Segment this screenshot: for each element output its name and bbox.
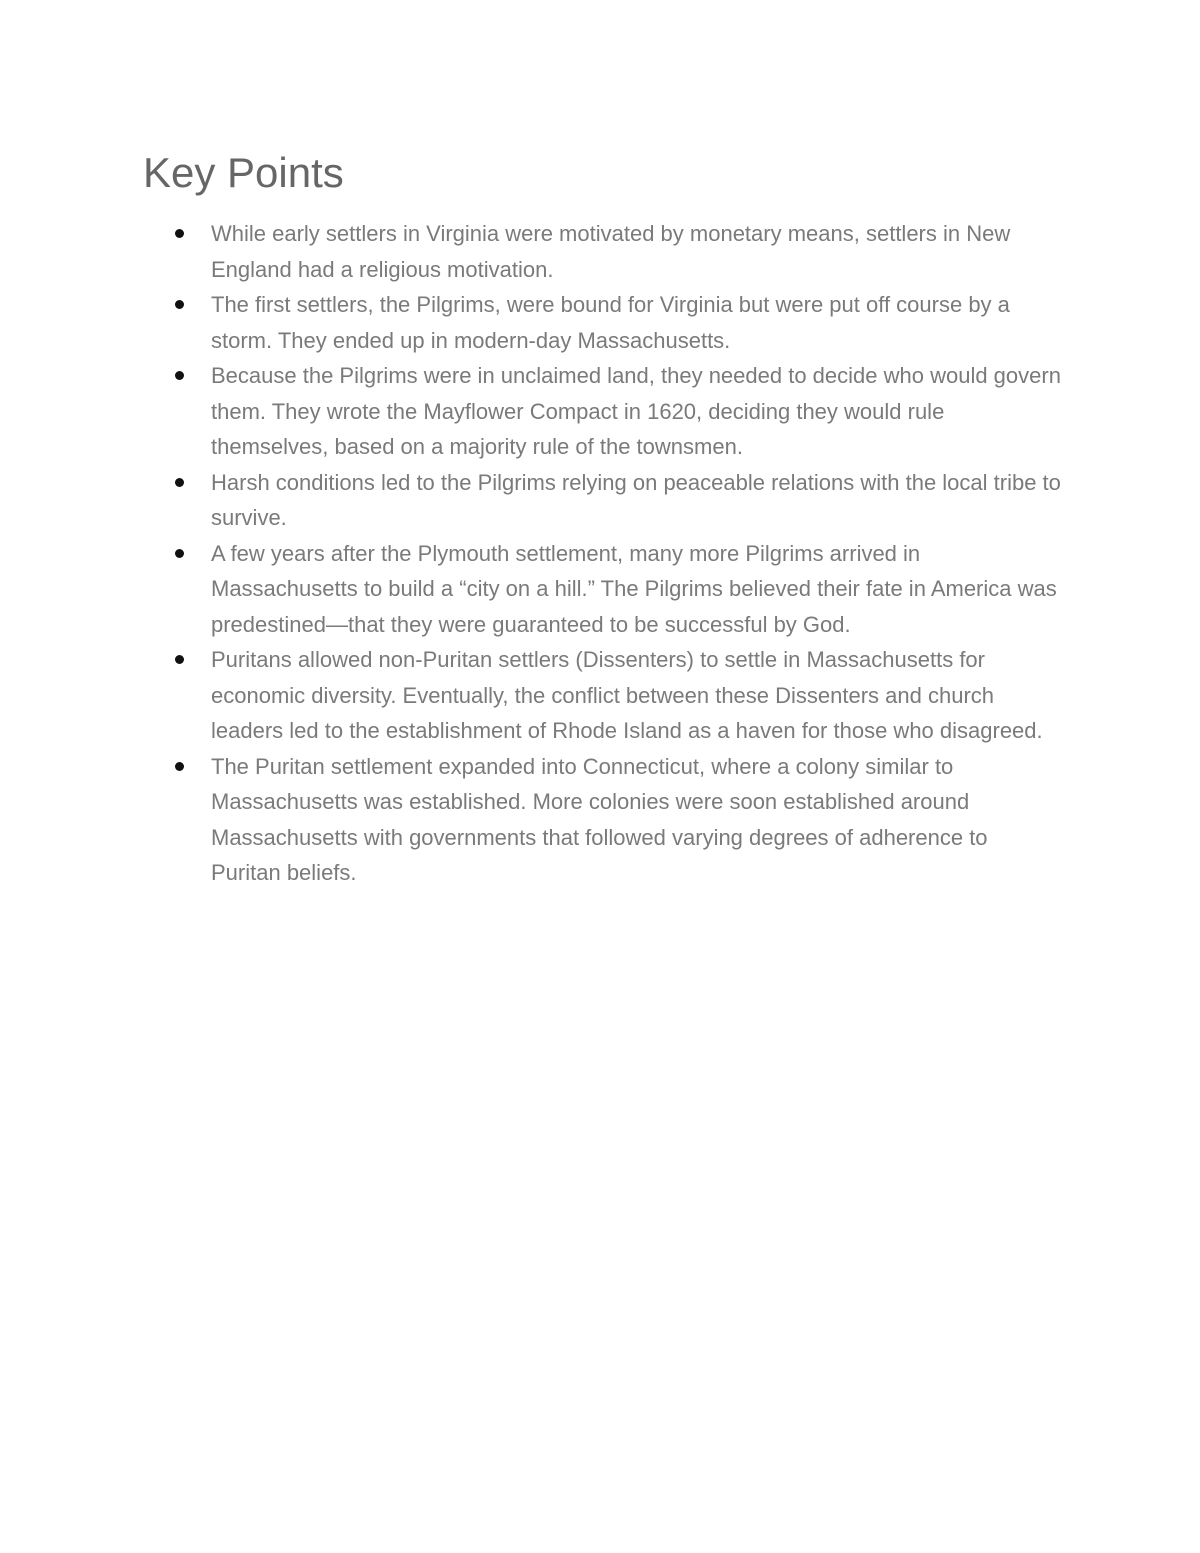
bullet-icon (175, 655, 184, 664)
list-item (211, 749, 1061, 891)
list-item-text: While early settlers in Virginia were motivated by monetary means, settlers in New England had a religious motivation. (211, 221, 1011, 282)
list-item (211, 536, 1061, 643)
bullet-icon (175, 371, 184, 380)
list-item-text: Because the Pilgrims were in unclaimed land, they needed to decide who would govern them. They wrote the Mayflower Compact in 1620, deciding they would rule themselves, based on a majority rule of the townsmen. (211, 363, 1061, 459)
bullet-icon (175, 478, 184, 487)
list-item (211, 216, 1061, 287)
list-item-text: A few years after the Plymouth settlement, many more Pilgrims arrived in Massachusetts to build a “city on a hill.” The Pilgrims believed their fate in America was predestined—that they were guaranteed to be successful by God. (211, 540, 1057, 637)
bullet-icon (175, 229, 184, 238)
list-item-text: The first settlers, the Pilgrims, were bound for Virginia but were put off course by a storm. They ended up in modern-day Massachusetts. (211, 292, 1010, 353)
list-item (211, 465, 1061, 536)
list-item (211, 358, 1061, 465)
list-item (211, 642, 1061, 749)
bullet-icon (175, 549, 184, 558)
bullet-icon (175, 300, 184, 309)
page-title: Key Points (143, 149, 344, 196)
list-item-text: Puritans allowed non-Puritan settlers (Dissenters) to settle in Massachusetts for economic diversity. Eventually, the conflict between these Dissenters and church leaders led to the establishment of Rhode Island as a haven for those who disagreed. (211, 647, 1043, 743)
key-points-list (211, 216, 1061, 891)
list-item-text: The Puritan settlement expanded into Connecticut, where a colony similar to Massachusetts was established. More colonies were soon established around Massachusetts with governments that followed varying degrees of adherence to Puritan beliefs. (211, 753, 988, 885)
list-item-text: Harsh conditions led to the Pilgrims relying on peaceable relations with the local tribe to survive. (211, 469, 1061, 530)
bullet-icon (175, 762, 184, 771)
list-item (211, 287, 1061, 358)
